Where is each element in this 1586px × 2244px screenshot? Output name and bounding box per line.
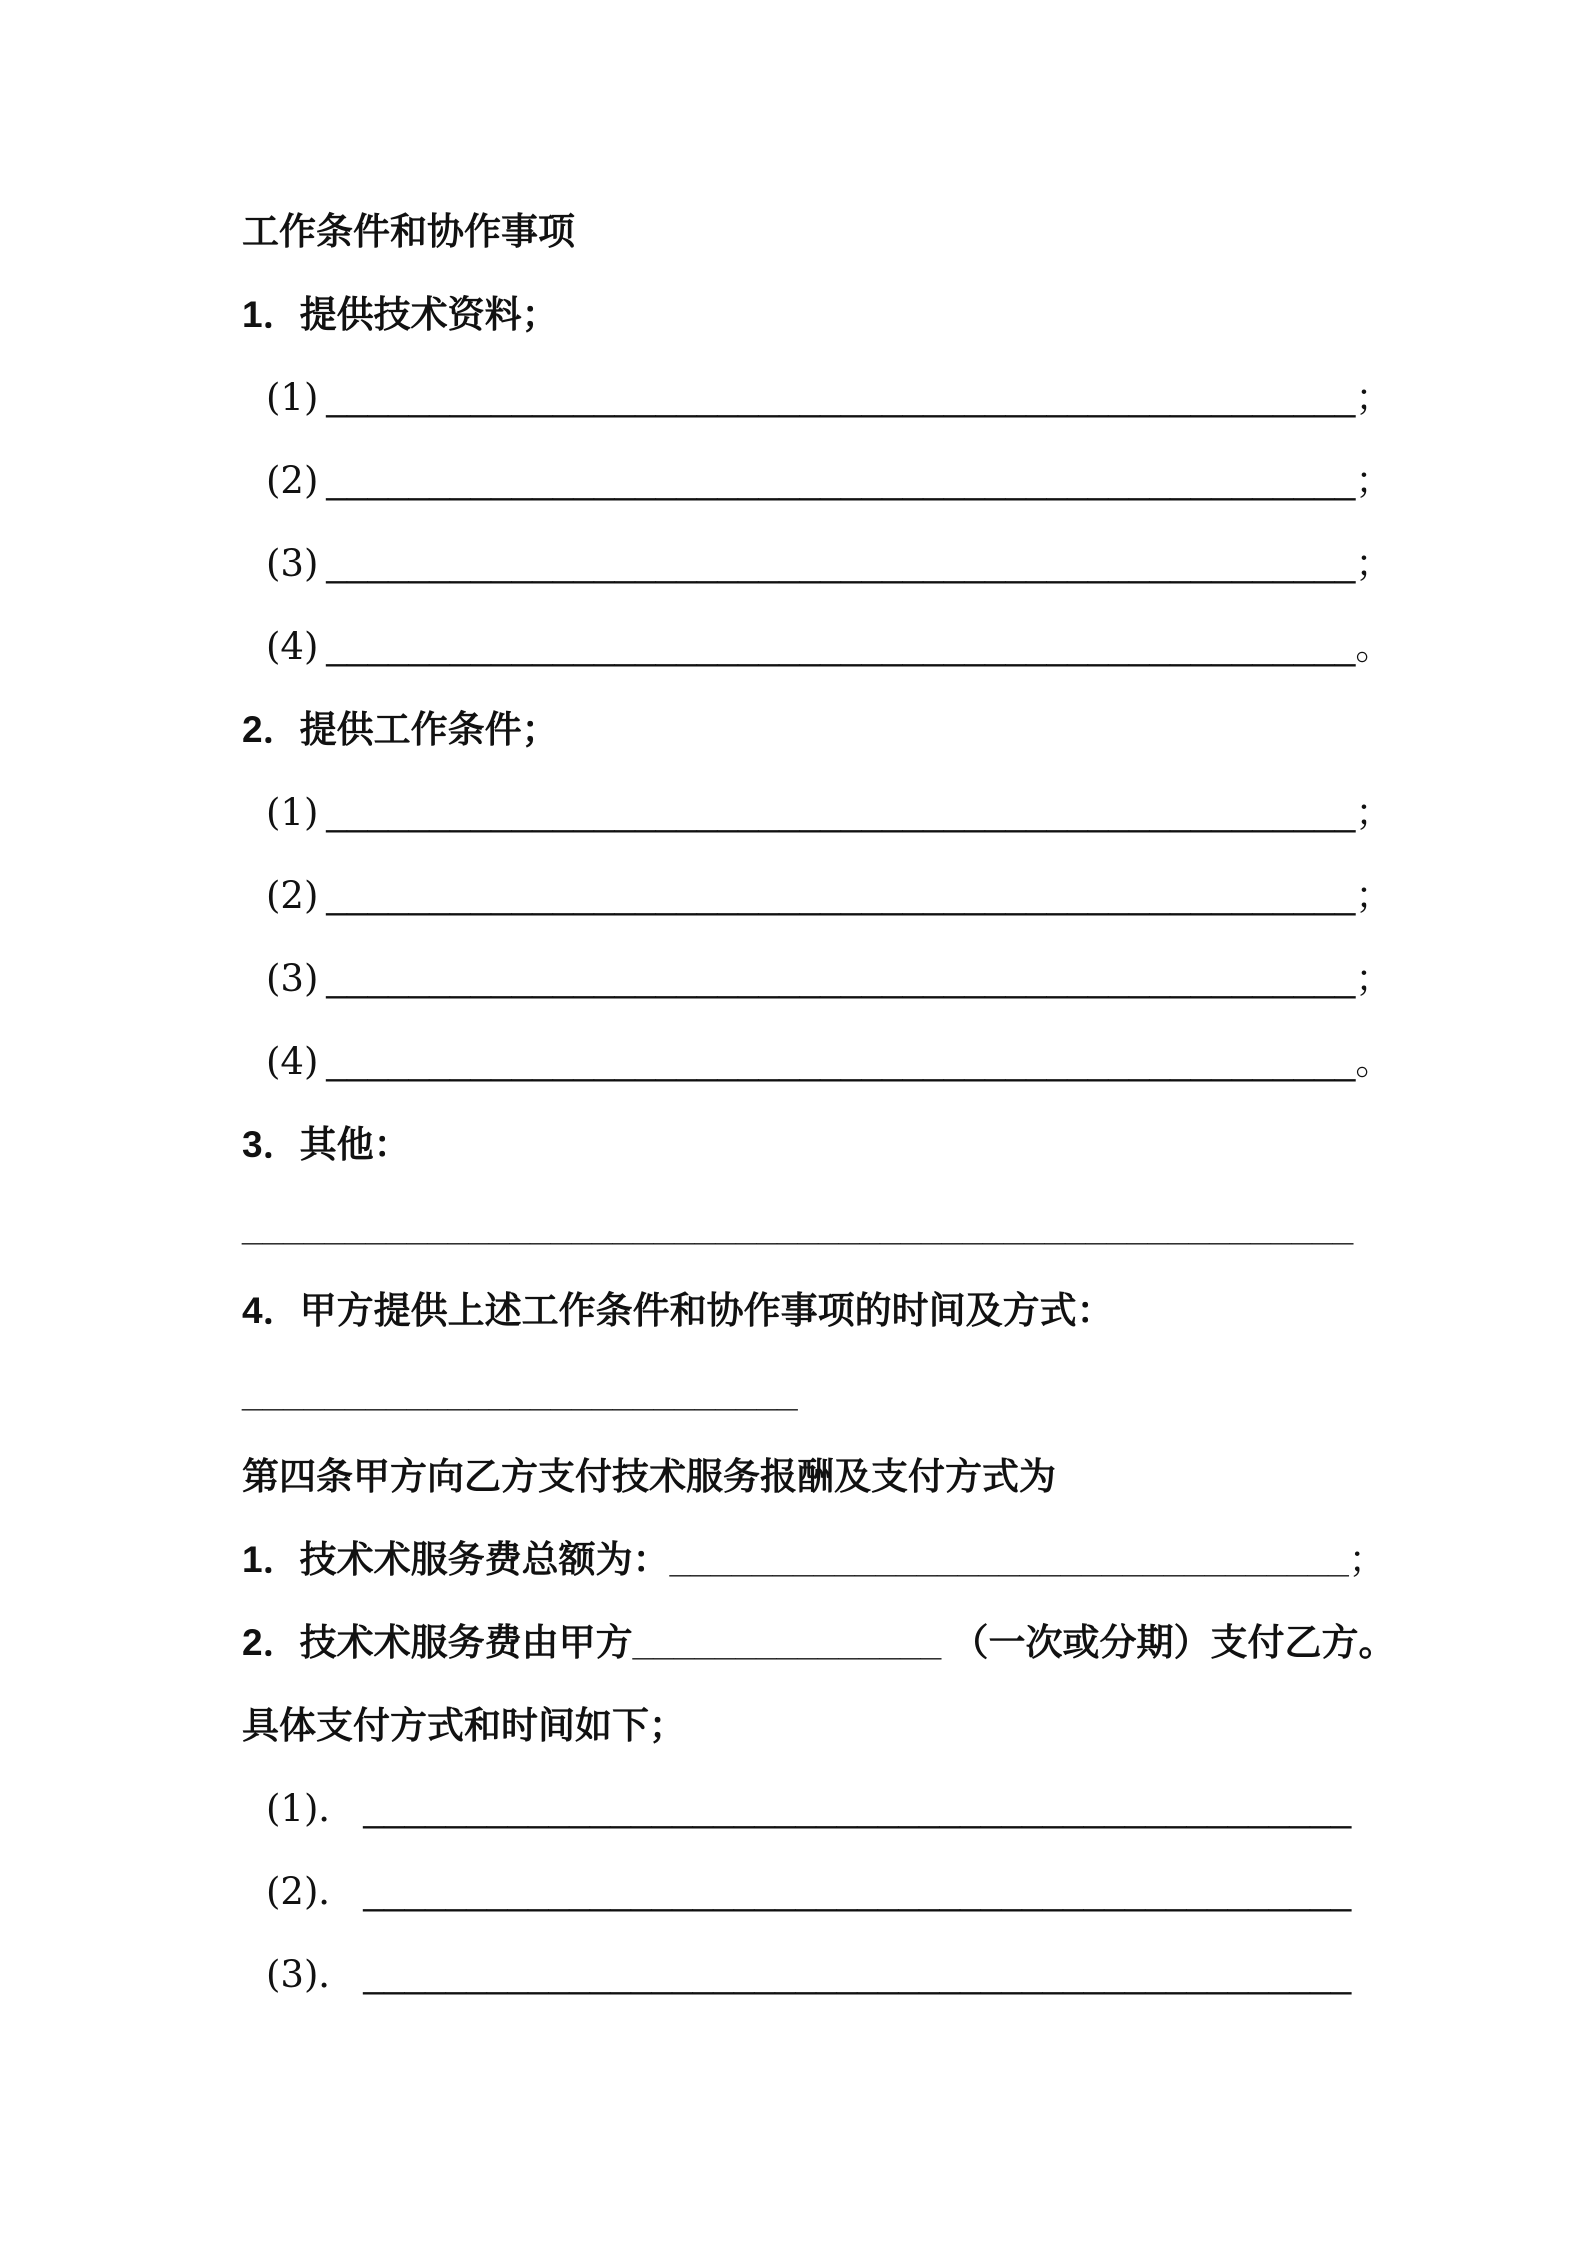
- blank-underline: __________________________________________________: [326, 460, 1356, 501]
- blank-underline: ___________________________: [242, 1373, 798, 1414]
- item-number: (3): [266, 957, 319, 1000]
- blank-list-item-2-2: [242, 854, 1466, 937]
- item-number: (1): [266, 791, 319, 834]
- item-number: (3): [266, 542, 319, 585]
- blank-underline: _______________: [632, 1622, 942, 1663]
- item-number: (1)．: [266, 1787, 356, 1830]
- fee-total-label: 1．技术术服务费总额为：: [242, 1539, 670, 1580]
- blank-underline: __________________________________________________: [326, 1041, 1356, 1082]
- spacer: [941, 1622, 951, 1663]
- item-tail: ；: [1355, 792, 1393, 833]
- fee-total-tail: ；: [1348, 1539, 1386, 1580]
- item-tail: 。: [1355, 1041, 1393, 1082]
- blank-underline: ________________________________________________: [363, 1871, 1352, 1912]
- blank-underline: _________________________________: [669, 1539, 1349, 1580]
- fee-pay-suffix: （一次或分期）支付乙方。: [951, 1622, 1396, 1663]
- blank-list-item-1-4: [242, 605, 1466, 688]
- item-number: (2): [266, 459, 319, 502]
- blank-list-item-2-3: [242, 937, 1466, 1020]
- work-section-title: 工作条件和协作事项: [242, 211, 575, 252]
- sub4-heading: 4．甲方提供上述工作条件和协作事项的时间及方式：: [242, 1290, 1114, 1331]
- sub2-heading: 2．提供工作条件；: [242, 709, 559, 750]
- fee-pay-label: 2．技术术服务费由甲方: [242, 1622, 633, 1663]
- sub3-heading: 3．其他：: [242, 1124, 411, 1165]
- item-number: (2)．: [266, 1870, 356, 1913]
- blank-underline: __________________________________________________: [326, 377, 1356, 418]
- standalone-blank-long: [242, 1186, 1466, 1269]
- item-tail: ；: [1355, 875, 1393, 916]
- blank-list-item-1-1: [242, 356, 1466, 439]
- pay-section-title: 第四条甲方向乙方支付技术服务报酬及支付方式为: [242, 1456, 1056, 1497]
- pay-blank-item-1: [242, 1767, 1466, 1850]
- pay-blank-item-3: [242, 1933, 1466, 2016]
- standalone-blank-short: [242, 1352, 1466, 1435]
- sub1-heading: 1．提供技术资料；: [242, 294, 559, 335]
- fee-total-line: [242, 1518, 1466, 1601]
- item-number: (1): [266, 376, 319, 419]
- blank-underline: __________________________________________________: [326, 626, 1356, 667]
- blank-underline: ______________________________________________________: [242, 1207, 1354, 1248]
- blank-list-item-1-2: [242, 439, 1466, 522]
- blank-underline: __________________________________________________: [326, 875, 1356, 916]
- blank-list-item-2-4: [242, 1020, 1466, 1103]
- item-tail: ；: [1355, 958, 1393, 999]
- blank-underline: __________________________________________________: [326, 543, 1356, 584]
- blank-underline: ________________________________________________: [363, 1788, 1352, 1829]
- fee-pay-line: [242, 1601, 1466, 1684]
- item-number: (2): [266, 874, 319, 917]
- blank-underline: ________________________________________________: [363, 1954, 1352, 1995]
- blank-underline: __________________________________________________: [326, 792, 1356, 833]
- item-number: (4): [266, 1040, 319, 1083]
- blank-list-item-2-1: [242, 771, 1466, 854]
- item-number: (3)．: [266, 1953, 356, 1996]
- item-tail: ；: [1355, 377, 1393, 418]
- pay-blank-item-2: [242, 1850, 1466, 1933]
- blank-list-item-1-3: [242, 522, 1466, 605]
- item-tail: 。: [1355, 626, 1393, 667]
- pay-detail-heading: 具体支付方式和时间如下；: [242, 1705, 686, 1746]
- item-number: (4): [266, 625, 319, 668]
- item-tail: ；: [1355, 543, 1393, 584]
- item-tail: ；: [1355, 460, 1393, 501]
- blank-underline: __________________________________________________: [326, 958, 1356, 999]
